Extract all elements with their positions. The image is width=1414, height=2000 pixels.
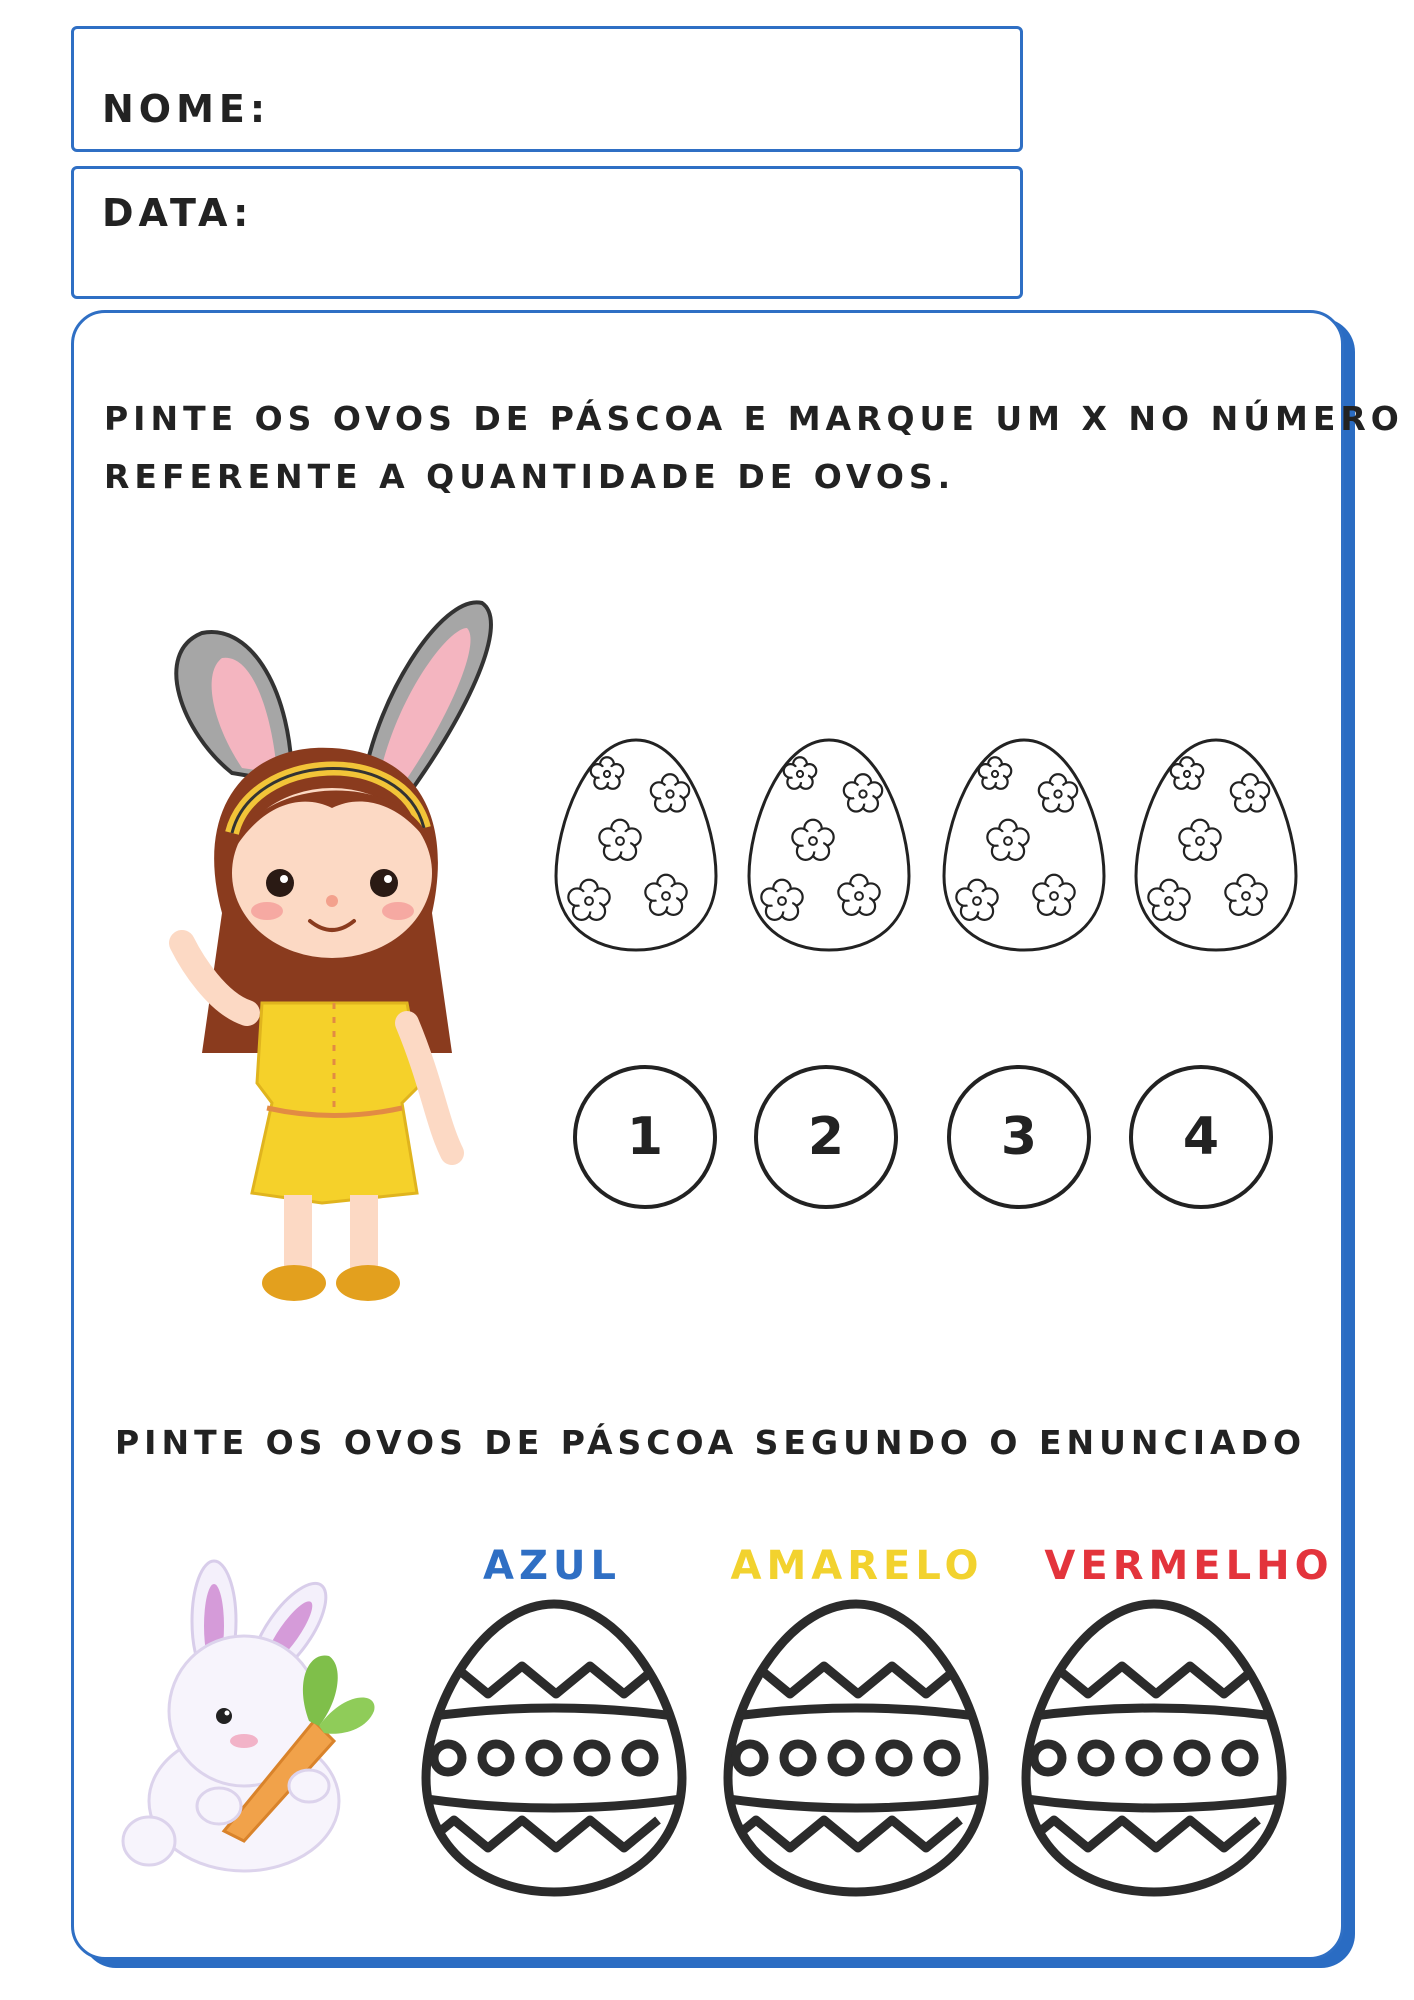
instruction-1-line-2: REFERENTE A QUANTIDADE DE OVOS. [104, 457, 956, 496]
name-label: NOME: [102, 87, 271, 131]
flower-egg[interactable] [552, 736, 720, 954]
count-option-number: 1 [626, 1107, 664, 1167]
name-field[interactable] [71, 26, 1023, 152]
count-option-number: 2 [807, 1107, 845, 1167]
date-field[interactable] [71, 166, 1023, 299]
count-option-number: 3 [1000, 1107, 1038, 1167]
flower-egg[interactable] [745, 736, 913, 954]
worksheet-panel [71, 310, 1404, 1960]
count-option-3[interactable] [947, 1065, 1091, 1209]
date-label: DATA: [102, 191, 254, 235]
instruction-1-line-1: PINTE OS OVOS DE PÁSCOA E MARQUE UM X NO NÚMERO [104, 399, 1404, 438]
flower-egg[interactable] [1132, 736, 1300, 954]
count-option-1[interactable] [573, 1065, 717, 1209]
flower-egg[interactable] [940, 736, 1108, 954]
color-label-amarelo: AMARELO [730, 1543, 984, 1589]
instruction-2: PINTE OS OVOS DE PÁSCOA SEGUNDO O ENUNCIADO [115, 1423, 1307, 1462]
girl-bunny-ears-illustration [162, 583, 562, 1323]
count-option-2[interactable] [754, 1065, 898, 1209]
zigzag-egg-azul[interactable] [420, 1598, 688, 1898]
zigzag-egg-vermelho[interactable] [1020, 1598, 1288, 1898]
zigzag-egg-amarelo[interactable] [722, 1598, 990, 1898]
color-label-azul: AZUL [483, 1543, 621, 1589]
count-option-4[interactable] [1129, 1065, 1273, 1209]
bunny-carrot-illustration [104, 1541, 384, 1881]
count-option-number: 4 [1182, 1107, 1220, 1167]
color-label-vermelho: VERMELHO [1044, 1543, 1334, 1589]
